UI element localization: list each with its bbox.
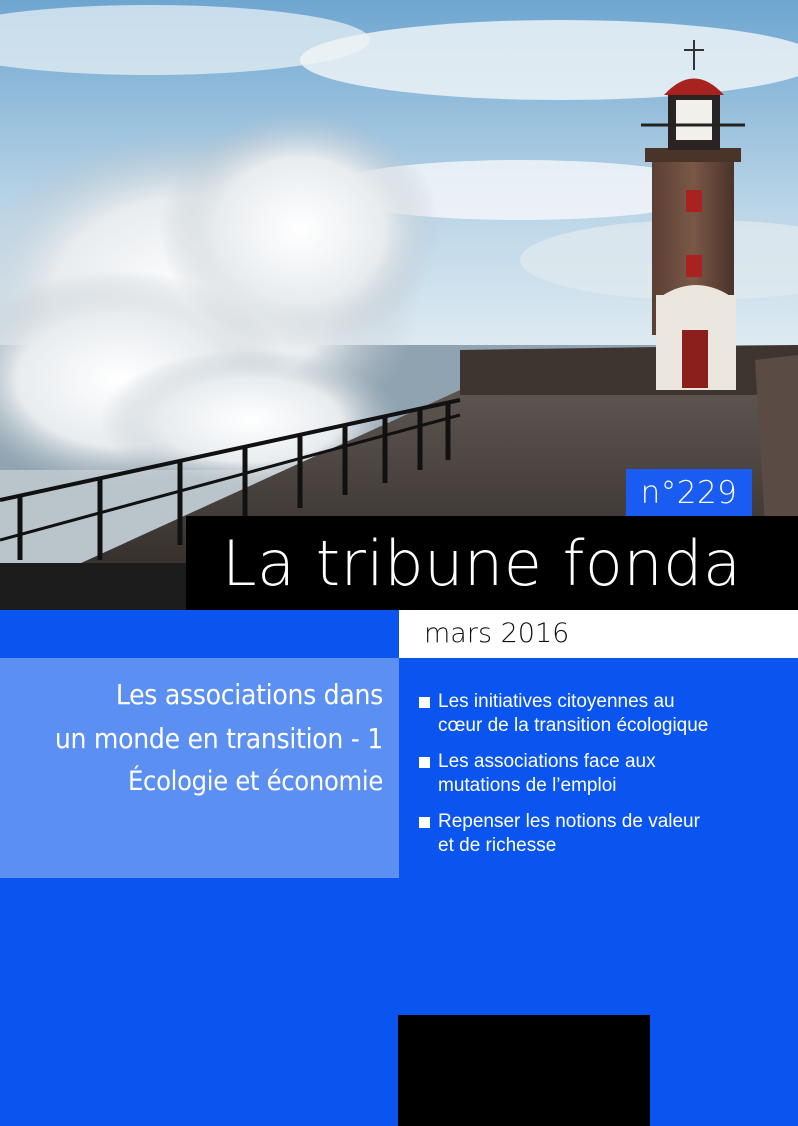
- topic-line-2: et de richesse: [438, 835, 557, 856]
- theme-title-line-2: un monde en transition - 1: [54, 722, 383, 755]
- magazine-title: La tribune fonda: [222, 527, 742, 600]
- topic-line-2: mutations de l’emploi: [438, 775, 617, 796]
- topic-item: [418, 690, 788, 738]
- topic-item: [418, 750, 788, 798]
- dark-strip: [0, 563, 186, 611]
- square-bullet-icon: [419, 697, 430, 708]
- issue-date: mars 2016: [424, 618, 570, 649]
- theme-subtitle: Écologie et économie: [128, 766, 383, 797]
- topic-line-1: Les associations face aux: [438, 751, 656, 772]
- date-band: [399, 610, 798, 658]
- theme-title-line-1: Les associations dans: [115, 678, 383, 711]
- footer-black-block: [398, 1015, 650, 1126]
- title-band: [186, 516, 798, 611]
- topic-line-1: Les initiatives citoyennes au: [438, 691, 675, 712]
- topic-line-2: cœur de la transition écologique: [438, 715, 709, 736]
- square-bullet-icon: [419, 757, 430, 768]
- square-bullet-icon: [419, 817, 430, 828]
- topic-item: [418, 810, 788, 858]
- topic-line-1: Repenser les notions de valeur: [438, 811, 700, 832]
- issue-number: n°229: [626, 469, 752, 517]
- topics-list: [418, 690, 788, 870]
- theme-panel: [0, 658, 399, 878]
